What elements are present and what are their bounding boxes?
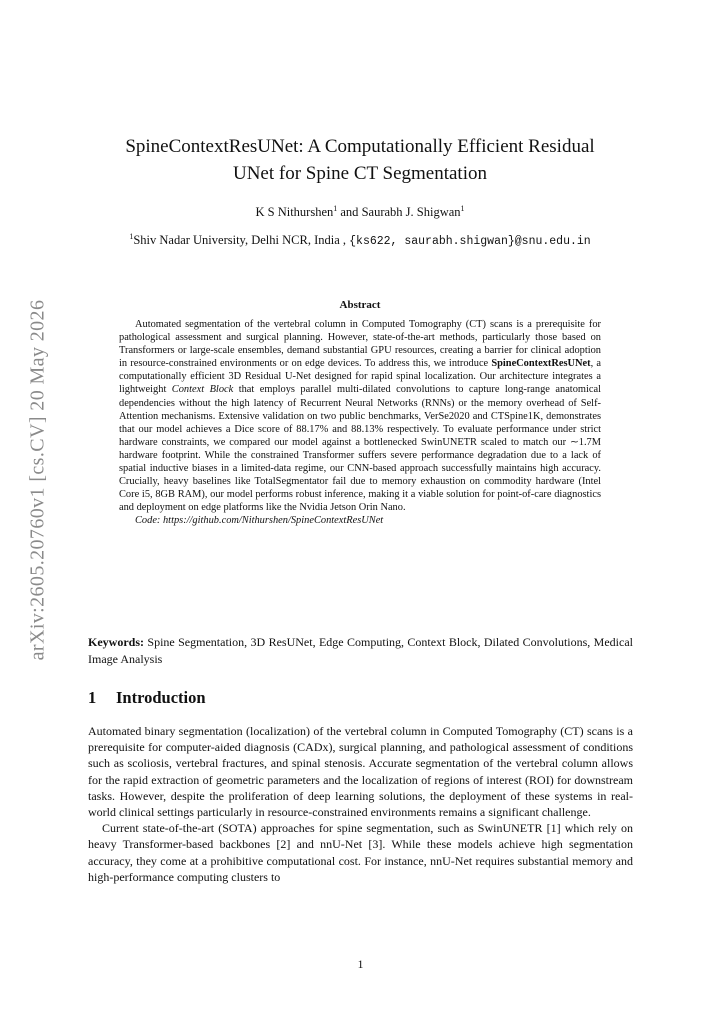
code-link[interactable]: Code: https://github.com/Nithurshen/SpineContextResUNet: [135, 515, 384, 527]
author-list: [90, 205, 630, 220]
affiliation: [90, 233, 630, 248]
title-line-2: UNet for Spine CT Segmentation: [232, 163, 487, 184]
affiliation-text: Shiv Nadar University, Delhi NCR, India ,: [133, 233, 350, 247]
model-name: SpineContextResUNet: [491, 358, 591, 370]
page-number: 1: [357, 957, 364, 971]
title-line-1: SpineContextResUNet: A Computationally Efficient Residual: [125, 136, 595, 157]
section-title: Introduction: [116, 688, 206, 707]
abstract-text: Automated segmentation of the vertebral column in Computed Tomography (CT) scans is a prerequisite for pathological assessment and surgical planning. However, state-of-the-art methods, particularly those based on Transformers or large-scale ensembles, demand substantial GPU resources, creating a barrier for clinical adoption in resource-constrained environments or on edge devices. To address this, we introduce: [119, 319, 601, 370]
abstract-body: [119, 318, 601, 528]
section-number: 1: [88, 688, 97, 707]
context-block-term: Context Block: [171, 384, 234, 396]
body-paragraph: Automated binary segmentation (localization) of the vertebral column in Computed Tomography (CT) scans is a prerequisite for computer-aided diagnosis (CADx), surgical planning, and pathological assessment of conditions such as scoliosis, vertebral fractures, and spinal stenosis. Accurate segmentation of the vertebral column allows for the rapid extraction of geometric parameters and the localization of regions of interest (ROI) for downstream tasks. However, despite the proliferation of deep learning solutions, the deployment of these systems in real-world clinical settings particularly in resource-constrained environments remains a significant challenge.: [88, 724, 633, 820]
arxiv-identifier[interactable]: arXiv:2605.20760v1 [cs.CV] 20 May 2026: [26, 299, 49, 661]
author-conjunction: and: [337, 205, 362, 219]
abstract-heading: Abstract: [339, 299, 381, 311]
keywords-text: Spine Segmentation, 3D ResUNet, Edge Computing, Context Block, Dilated Convolutions, Medical Image Analysis: [88, 635, 633, 666]
abstract-text: , a computationally efficient 3D Residual U-Net designed for rapid spinal localization. Our architecture integrates a lightweight: [119, 358, 601, 396]
author-name: K S Nithurshen: [255, 205, 334, 219]
affiliation-marker: 1: [333, 203, 338, 213]
author-name: Saurabh J. Shigwan: [361, 205, 461, 219]
abstract-paragraph: [119, 318, 601, 514]
section-body: [88, 723, 633, 885]
abstract-text: that employs parallel multi-dilated convolutions to capture long-range anatomical dependencies without the high latency of Recurrent Neural Networks (RNNs) or the memory overhead of Self-Attention mechanisms. Extensive validation on two public benchmarks, VerSe2020 and CTSpine1K, demonstrates that our model achieves a Dice score of 88.17% and 88.13% respectively. To evaluate performance under strict hardware constraints, we compared our model against a bottlenecked SwinUNETR scaled to match our ∼1.7M hardware footprint. While the constrained Transformer suffers severe performance degradation due to a lack of spatial inductive biases in a limited-data regime, our CNN-based approach successfully maintains high accuracy. Crucially, heavy baselines like TotalSegmentator fail due to memory exhaustion on commodity hardware (Intel Core i5, 8GB RAM), our model performs robust inference, making it a viable solution for point-of-care diagnostics and deployment on edge platforms like the Nvidia Jetson Orin Nano.: [119, 384, 601, 514]
body-paragraph: Current state-of-the-art (SOTA) approaches for spine segmentation, such as SwinUNETR [1] which rely on heavy Transformer-based backbones [2] and nnU-Net [3]. While these models achieve high segmentation accuracy, they come at a prohibitive computational cost. For instance, nnU-Net requires substantial memory and high-performance computing clusters to: [88, 821, 633, 884]
keywords-label: Keywords:: [88, 635, 144, 649]
section-heading: [88, 688, 206, 708]
paper-title: [90, 133, 630, 187]
author-emails[interactable]: {ks622, saurabh.shigwan}@snu.edu.in: [349, 235, 591, 248]
affiliation-marker: 1: [129, 231, 134, 241]
affiliation-marker: 1: [460, 203, 465, 213]
keywords: [88, 634, 633, 667]
